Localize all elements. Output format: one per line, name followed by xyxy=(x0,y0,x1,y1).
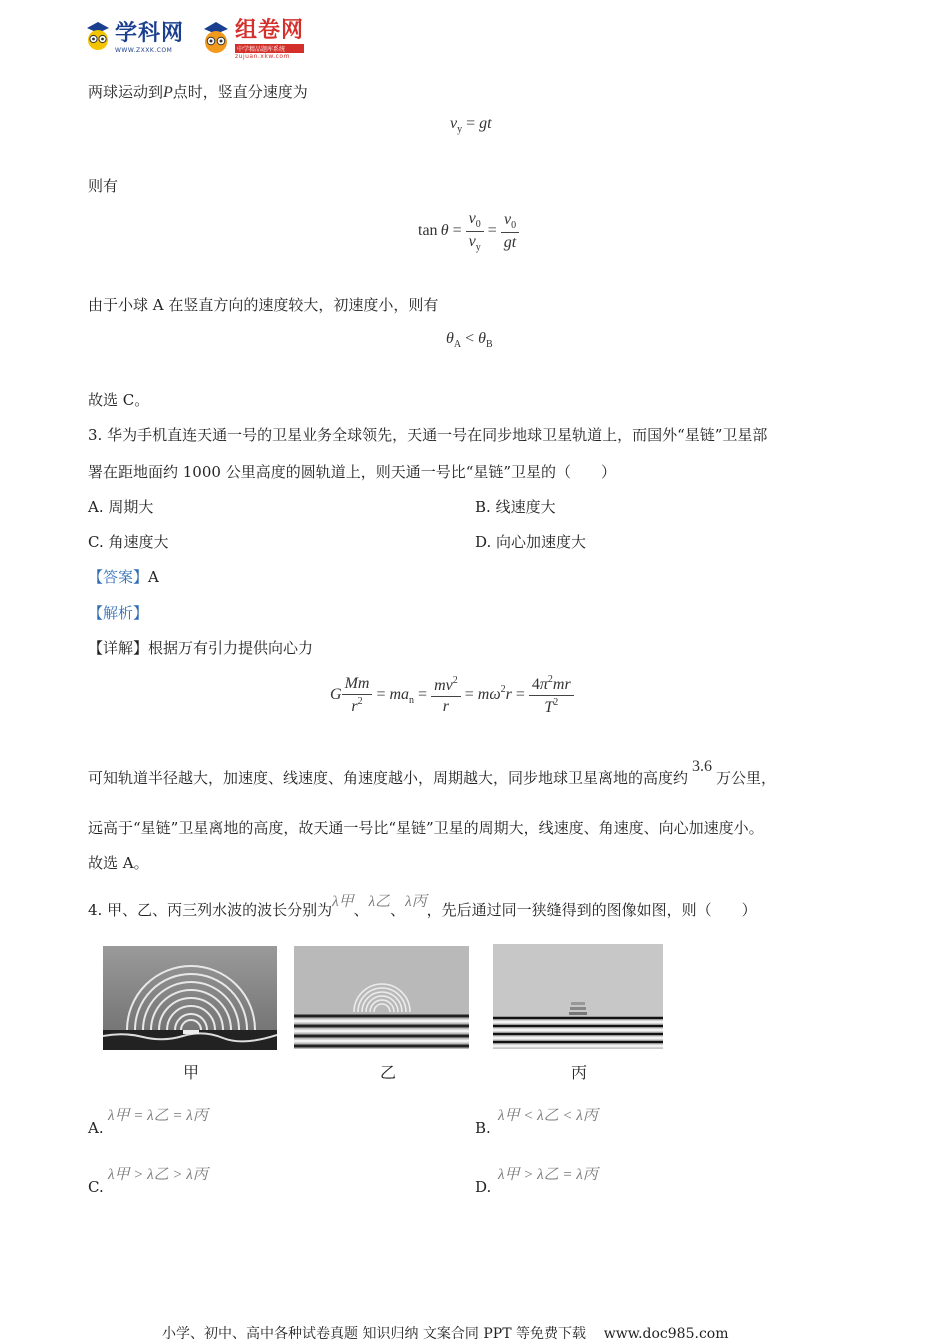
q2-then-have: 则有 xyxy=(88,177,119,195)
wave-figure-yi xyxy=(294,946,469,1049)
logo1-url: WWW.ZXXK.COM xyxy=(115,47,173,54)
q4-option-d-expr: λ甲 > λ乙 = λ丙 xyxy=(498,1167,598,1183)
figure-caption-bing: 丙 xyxy=(571,1063,588,1082)
q3-explanation-line1: 可知轨道半径越大，加速度、线速度、角速度越小，周期越大，同步地球卫星离地的高度约3.6万公里， xyxy=(88,758,777,787)
logo1-name: 学科网 xyxy=(115,21,185,46)
footer xyxy=(162,1323,728,1343)
mascot-icon xyxy=(200,19,232,55)
q2-eq2: tan θ = $\frac{v_0}{v_y}$ = $\frac{v_0}{gt}$ xyxy=(418,210,519,253)
diffraction-spot-bing xyxy=(569,1002,587,1015)
q3-answer: 【答案】A xyxy=(88,568,159,586)
q4-option-c-expr: λ甲 > λ乙 > λ丙 xyxy=(108,1167,208,1183)
q3-option-b: B. 线速度大 xyxy=(475,498,556,516)
wave-figure-bing xyxy=(493,944,663,1049)
q2-reason: 由于小球 A 在竖直方向的速度较大，初速度小，则有 xyxy=(88,296,439,314)
logo2-name: 组卷网 xyxy=(235,18,305,43)
logo-zujuanwang xyxy=(200,13,304,60)
footer-url[interactable]: www.doc985.com xyxy=(603,1326,729,1342)
wave-figure-jia xyxy=(103,946,277,1050)
q4-option-d-letter: D. xyxy=(475,1178,492,1196)
q4-option-a-letter: A. xyxy=(88,1119,104,1137)
q3-analysis-label: 【解析】 xyxy=(88,604,149,622)
figure-caption-yi: 乙 xyxy=(380,1063,397,1082)
figure-caption-jia: 甲 xyxy=(183,1063,200,1082)
logo2-bar: 中学精品题库系统 xyxy=(235,44,304,53)
q4-option-a-expr: λ甲 = λ乙 = λ丙 xyxy=(108,1108,208,1124)
q3-detail: 【详解】根据万有引力提供向心力 xyxy=(88,639,314,657)
q4-option-b-expr: λ甲 < λ乙 < λ丙 xyxy=(498,1108,598,1124)
q3-option-a: A. 周期大 xyxy=(88,498,154,516)
q2-line1: 两球运动到P点时，竖直分速度为 xyxy=(88,83,308,101)
logo2-url: zujuan.xkw.com xyxy=(235,53,290,60)
q4-option-c-letter: C. xyxy=(88,1178,104,1196)
q2-eq1: $v_y$ = gt xyxy=(450,115,492,135)
q3-conclusion: 故选 A。 xyxy=(88,854,149,872)
q4-stem: 4. 甲、乙、丙三列水波的波长分别为λ甲、λ乙、λ丙，先后通过同一狭缝得到的图像如图，则（ ） xyxy=(88,894,757,919)
q3-option-c: C. 角速度大 xyxy=(88,533,169,551)
footer-text: 小学、初中、高中各种试卷真题 知识归纳 文案合同 PPT 等免费下载 xyxy=(162,1326,586,1342)
q3-stem-line2: 署在距地面约 1000 公里高度的圆轨道上，则天通一号比“星链”卫星的（ ） xyxy=(88,463,617,481)
q3-explanation-line2: 远高于“星链”卫星离地的高度，故天通一号比“星链”卫星的周期大，线速度、角速度、向心加速度小。 xyxy=(88,819,764,837)
q3-stem-line1: 3. 华为手机直连天通一号的卫星业务全球领先，天通一号在同步地球卫星轨道上，而国外“星链”卫星部 xyxy=(88,426,768,444)
q2-eq3: $\theta_A < \theta_B$ xyxy=(446,330,493,350)
owl-mascot-icon xyxy=(84,19,112,51)
logo-xuekewang xyxy=(84,16,184,54)
q4-option-b-letter: B. xyxy=(475,1119,491,1137)
q2-conclusion: 故选 C。 xyxy=(88,391,150,409)
q3-option-d: D. 向心加速度大 xyxy=(475,533,587,551)
q3-gravity-equation: G $\frac{Mm}{r^2}$ = $ma_n$ = $\frac{mv^2}{r}$ = $m\omega^2r$ = $\frac{4\pi^2mr}{T^2}$ xyxy=(330,674,574,717)
